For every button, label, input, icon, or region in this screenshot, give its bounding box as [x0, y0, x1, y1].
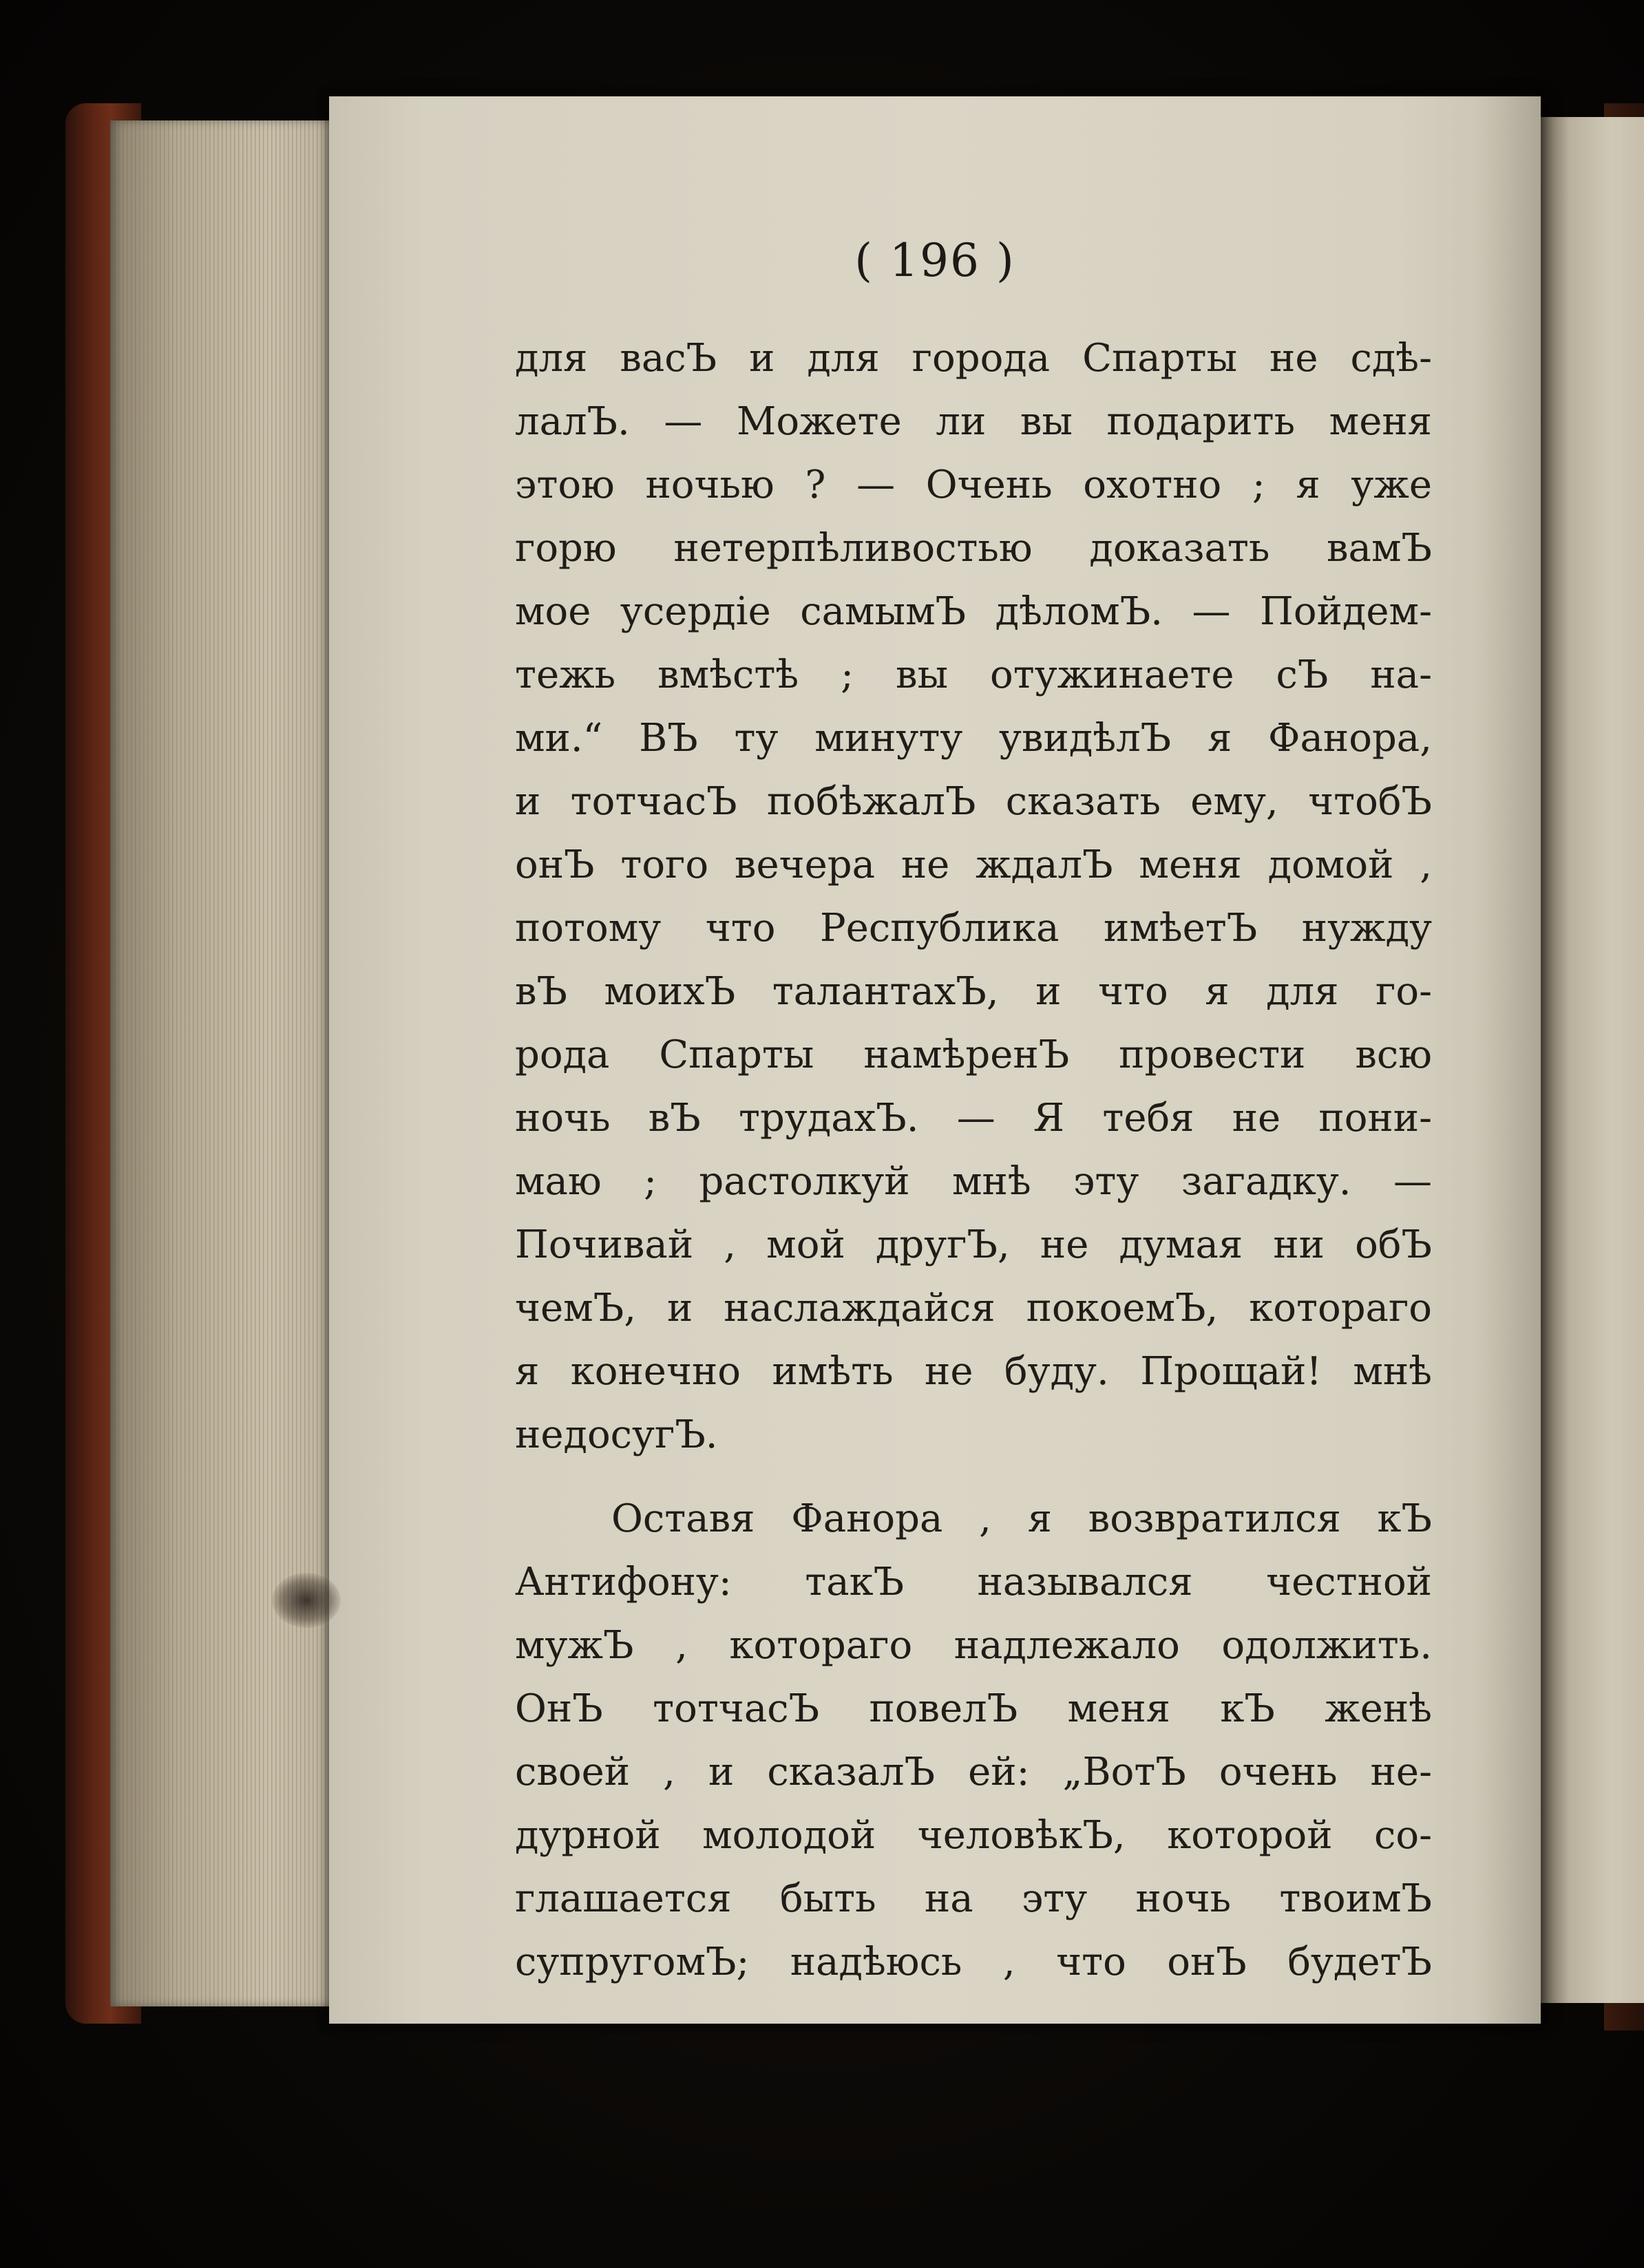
text-line: недосугЪ.	[515, 1412, 718, 1457]
text-line: онЪ того вечера не ждалЪ меня домой ,	[515, 842, 1432, 887]
text-line: чемЪ, и наслаждайся покоемЪ, котораго	[515, 1286, 1432, 1331]
text-line: мужЪ , котораго надлежало одолжить.	[515, 1623, 1432, 1668]
text-line: ми.“ ВЪ ту минуту увидѣлЪ я Фанора,	[515, 716, 1432, 761]
page-number: ( 196 )	[854, 234, 1015, 287]
text-line: супругомЪ; надѣюсь , что онЪ будетЪ	[515, 1940, 1432, 1984]
text-line: дурной молодой человѣкЪ, которой со-	[515, 1813, 1432, 1858]
page-stack-edge	[110, 120, 337, 2006]
ink-stain	[272, 1573, 341, 1628]
page-text	[515, 327, 1432, 1994]
text-line: лалЪ. — Можете ли вы подарить меня	[515, 399, 1432, 444]
text-line: я конечно имѣть не буду. Прощай! мнѣ	[515, 1349, 1432, 1394]
text-line: для васЪ и для города Спарты не сдѣ-	[515, 336, 1432, 381]
text-line: Антифону: такЪ назывался честной	[515, 1560, 1432, 1604]
text-line: вЪ моихЪ талантахЪ, и что я для го-	[515, 969, 1432, 1014]
text-line: ночь вЪ трудахЪ. — Я тебя не пони-	[515, 1096, 1432, 1141]
text-line: мое усердіе самымЪ дѣломЪ. — Пойдем-	[515, 589, 1432, 634]
text-line: Оставя Фанора , я возвратился кЪ	[611, 1496, 1432, 1541]
text-line: этою ночью ? — Очень охотно ; я уже	[515, 463, 1432, 507]
text-line: рода Спарты намѣренЪ провести всю	[515, 1032, 1432, 1077]
text-line: тежь вмѣстѣ ; вы отужинаете сЪ на-	[515, 653, 1432, 697]
text-line: ОнЪ тотчасЪ повелЪ меня кЪ женѣ	[515, 1686, 1432, 1731]
facing-page-edge	[1541, 117, 1644, 2003]
text-line: своей , и сказалЪ ей: „ВотЪ очень не-	[515, 1750, 1432, 1794]
text-line: горю нетерпѣливостью доказать вамЪ	[515, 526, 1432, 571]
text-line: и тотчасЪ побѣжалЪ сказать ему, чтобЪ	[515, 779, 1432, 824]
text-line: глашается быть на эту ночь твоимЪ	[515, 1876, 1432, 1921]
text-line: потому что Республика имѣетЪ нужду	[515, 906, 1432, 951]
text-line: Почивай , мой другЪ, не думая ни обЪ	[515, 1222, 1432, 1267]
text-line: маю ; растолкуй мнѣ эту загадку. —	[515, 1159, 1432, 1204]
